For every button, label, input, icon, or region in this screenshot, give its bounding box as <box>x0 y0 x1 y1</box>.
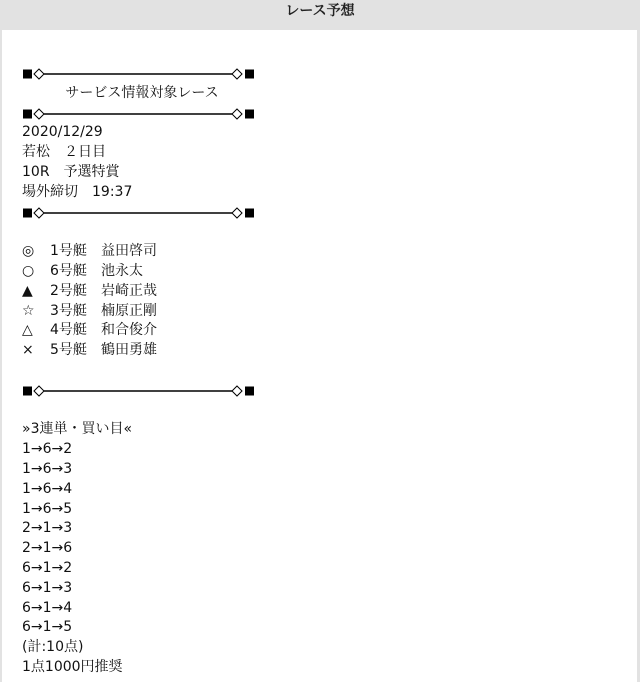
prediction-racer: 楠原正剛 <box>101 302 157 319</box>
decorative-divider <box>22 203 264 223</box>
prediction-mark: ☆ <box>22 302 35 319</box>
bet-combination: 1→6→3 <box>22 460 73 477</box>
bets-recommendation: 1点1000円推奨 <box>22 658 123 675</box>
prediction-mark: △ <box>22 322 33 339</box>
race-prediction-text <box>22 64 322 678</box>
prediction-boat: 5号艇 <box>50 342 87 359</box>
race-deadline: 場外締切 19:37 <box>22 183 133 200</box>
prediction-boat: 1号艇 <box>50 243 87 260</box>
bet-combination: 6→1→4 <box>22 599 73 616</box>
prediction-row <box>22 242 322 262</box>
prediction-row <box>22 262 322 282</box>
decorative-divider <box>22 381 264 401</box>
divider-ornament-icon <box>22 385 264 397</box>
prediction-mark: × <box>22 342 34 359</box>
prediction-boat: 6号艇 <box>50 262 87 279</box>
bet-combination: 1→6→2 <box>22 441 73 458</box>
prediction-racer: 和合俊介 <box>101 322 157 339</box>
race-date: 2020/12/29 <box>22 124 103 141</box>
prediction-mark: ◎ <box>22 243 35 260</box>
prediction-row <box>22 341 322 361</box>
service-label: サービス情報対象レース <box>65 84 219 101</box>
divider-ornament-icon <box>22 108 264 120</box>
prediction-racer: 益田啓司 <box>101 243 157 260</box>
prediction-mark: ▲ <box>22 282 33 299</box>
bet-combination: 6→1→2 <box>22 559 73 576</box>
prediction-boat: 2号艇 <box>50 282 87 299</box>
bet-combination: 6→1→5 <box>22 619 73 636</box>
page-title: レース予想 <box>285 3 355 19</box>
bet-combination: 6→1→3 <box>22 579 73 596</box>
page-header <box>0 0 640 30</box>
bet-combination: 1→6→5 <box>22 500 73 517</box>
bets-total: (計:10点) <box>22 639 84 656</box>
prediction-boat: 3号艇 <box>50 302 87 319</box>
bets-heading: »3連単・買い目« <box>22 421 133 438</box>
prediction-racer: 岩崎正哉 <box>101 282 157 299</box>
divider-ornament-icon <box>22 207 264 219</box>
bet-combination: 2→1→6 <box>22 540 73 557</box>
prediction-racer: 池永太 <box>101 262 143 279</box>
divider-ornament-icon <box>22 68 264 80</box>
prediction-boat: 4号艇 <box>50 322 87 339</box>
prediction-row <box>22 321 322 341</box>
prediction-row <box>22 282 322 302</box>
prediction-racer: 鶴田勇雄 <box>101 342 157 359</box>
decorative-divider <box>22 64 264 84</box>
race-venue-day: 若松 ２日目 <box>22 144 106 161</box>
bet-combination: 1→6→4 <box>22 480 73 497</box>
race-name: 10R 予選特賞 <box>22 163 120 180</box>
content-panel <box>2 30 637 682</box>
prediction-row <box>22 302 322 322</box>
bet-combination: 2→1→3 <box>22 520 73 537</box>
decorative-divider <box>22 104 264 124</box>
prediction-mark: ○ <box>22 262 35 279</box>
